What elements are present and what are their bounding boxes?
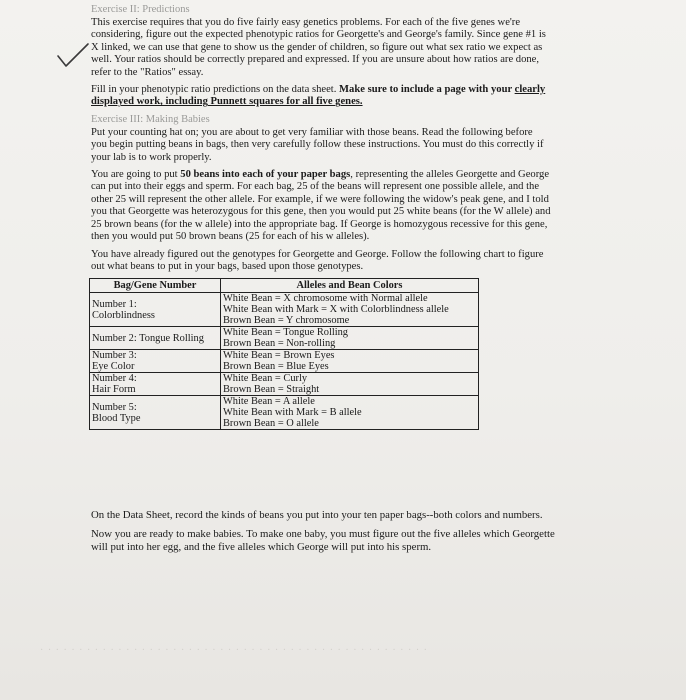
table-row	[90, 396, 479, 430]
table-row	[90, 350, 479, 373]
table-row	[90, 327, 479, 350]
table-row	[90, 373, 479, 396]
checkmark-icon	[56, 42, 90, 70]
gene-cell: Number 5: Blood Type	[90, 396, 221, 430]
faded-watermark-strip: · · · · · · · · · · · · · · · · · · · · · · · · · · · · · · · · · · · · · · · · · · · · · · · · · ·	[40, 645, 429, 656]
gene-cell: Number 1: Colorblindness	[90, 293, 221, 327]
data-sheet-paragraph: On the Data Sheet, record the kinds of beans you put into your ten paper bags--both colors and numbers.	[91, 509, 543, 521]
table-header-row	[90, 279, 479, 293]
bean-color-table	[89, 278, 479, 430]
table-row	[90, 293, 479, 327]
exercise3-heading: Exercise III: Making Babies	[91, 113, 210, 125]
alleles-cell: White Bean = Tongue Rolling Brown Bean = Non-rolling	[221, 327, 479, 350]
alleles-cell: White Bean = Brown Eyes Brown Bean = Blue Eyes	[221, 350, 479, 373]
closing-text	[91, 509, 571, 560]
exercise2-heading: Exercise II: Predictions	[91, 4, 190, 15]
exercise2-paragraph-1: This exercise requires that you do five fairly easy genetics problems. For each of the five genes we're considering, figure out the expected phenotypic ratios for Georgette's and George's family. Since gene #1 is X linked, we can use that gene to show us the gender of children, so figure out what sex ratio we expect as well. Your ratios should be correctly prepared and expressed. If you are unsure about how ratios are done, refer to the "Ratios" essay.	[91, 17, 546, 78]
exercise3-paragraph-1: Put your counting hat on; you are about to get very familiar with those beans. Read the following before you begin putting beans in bags, then very carefully follow these instructions. You must do this correctly if your lab is to work properly.	[91, 126, 544, 163]
alleles-cell: White Bean = Curly Brown Bean = Straight	[221, 373, 479, 396]
gene-cell: Number 4: Hair Form	[90, 373, 221, 396]
alleles-cell: White Bean = A allele White Bean with Mark = B allele Brown Bean = O allele	[221, 396, 479, 430]
main-text-column	[91, 4, 551, 436]
gene-cell: Number 3: Eye Color	[90, 350, 221, 373]
make-babies-paragraph: Now you are ready to make babies. To make one baby, you must figure out the five alleles which Georgette will put into her egg, and the five alleles which George will put into his sperm.	[91, 528, 555, 553]
table-header: Alleles and Bean Colors	[221, 279, 479, 293]
exercise3-paragraph-2: You are going to put 50 beans into each of your paper bags, representing the alleles Georgette and George can put into their eggs and sperm. For each bag, 25 of the beans will represent one possible allele, and the other 25 will represent the other allele. For example, if we were following the widow's peak gene, and I told you that Georgette was heterozygous for this gene, then you would put 25 white beans (for the W allele) and 25 brown beans (for the w allele) into the appropriate bag. If George is homozygous recessive for this gene, then you would put 50 brown beans (25 for each of his w alleles).	[91, 169, 551, 243]
alleles-cell: White Bean = X chromosome with Normal allele White Bean with Mark = X with Colorblindness allele Brown Bean = Y chromosome	[221, 293, 479, 327]
exercise2-paragraph-2: Fill in your phenotypic ratio predictions on the data sheet. Make sure to include a page with your clearly displayed work, including Punnett squares for all five genes.	[91, 84, 546, 108]
table-header: Bag/Gene Number	[90, 279, 221, 293]
exercise3-paragraph-3: You have already figured out the genotypes for Georgette and George. Follow the following chart to figure out what beans to put in your bags, based upon those genotypes.	[91, 248, 544, 272]
gene-cell: Number 2: Tongue Rolling	[90, 327, 221, 350]
